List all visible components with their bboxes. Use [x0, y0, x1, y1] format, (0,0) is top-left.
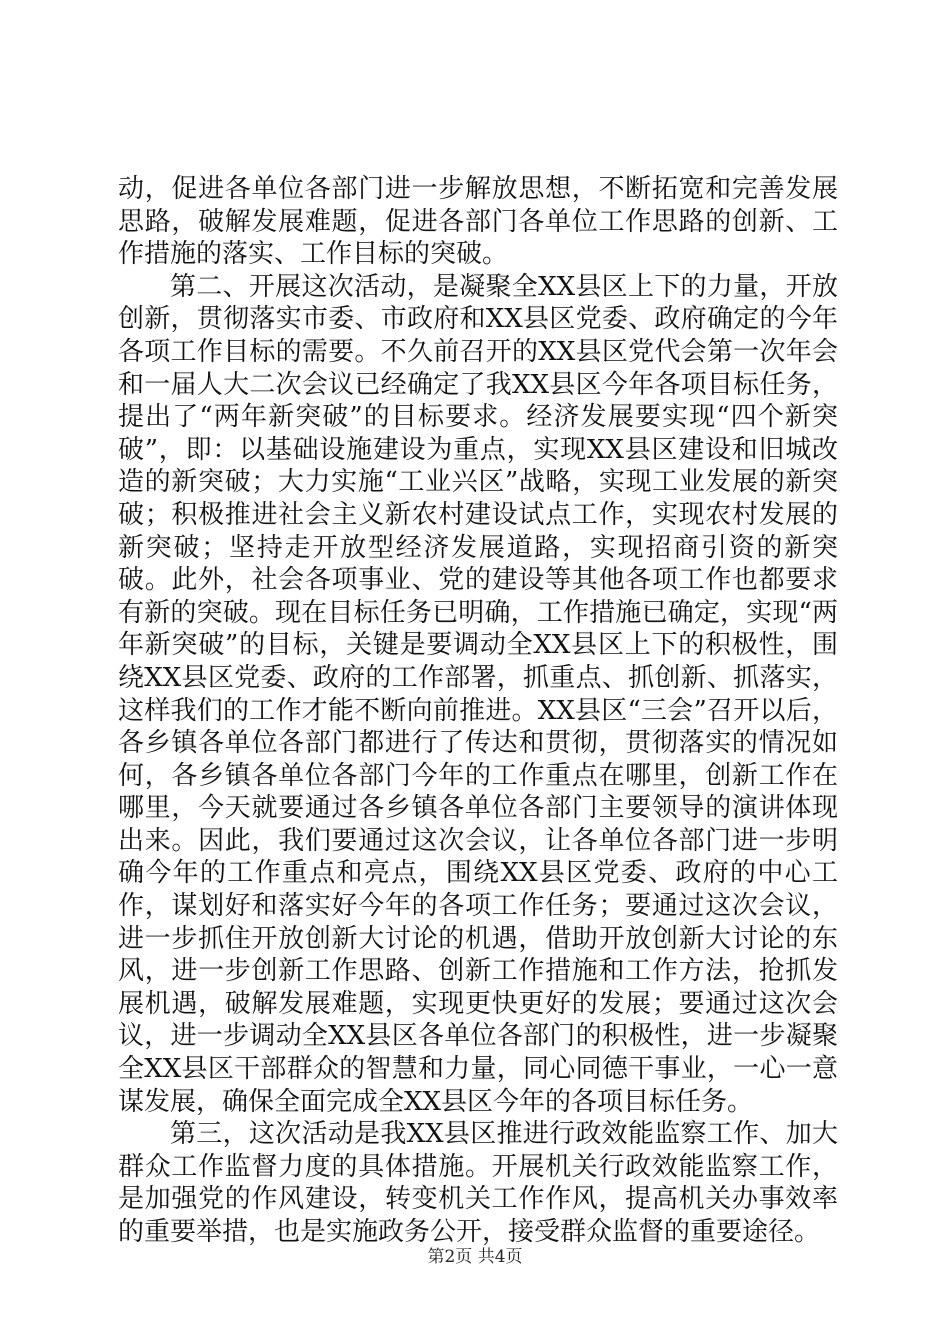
paragraph-third-point: 第三，这次活动是我XX县区推进行政效能监察工作、加大群众工作监督力度的具体措施。开展机关行政效能监察工作，是加强党的作风建设，转变机关工作作风，提高机关办事效率的重要举措，也是实施政务公开，接受群众监督的重要途径。	[118, 1119, 838, 1247]
document-body	[118, 173, 838, 1249]
page-number-indicator: 第2页 共4页	[427, 1247, 523, 1267]
page-footer	[0, 1242, 950, 1267]
paragraph-continuation: 动，促进各单位各部门进一步解放思想，不断拓宽和完善发展思路，破解发展难题，促进各部门各单位工作思路的创新、工作措施的落实、工作目标的突破。	[118, 174, 838, 270]
paragraph-second-point: 第二、开展这次活动，是凝聚全XX县区上下的力量，开放创新，贯彻落实市委、市政府和XX县区党委、政府确定的今年各项工作目标的需要。不久前召开的XX县区党代会第一次年会和一届人大二次会议已经确定了我XX县区今年各项目标任务，提出了“两年新突破”的目标要求。经济发展要实现“四个新突破”，即：以基础设施建设为重点，实现XX县区建设和旧城改造的新突破；大力实施“工业兴区”战略，实现工业发展的新突破；积极推进社会主义新农村建设试点工作，实现农村发展的新突破；坚持走开放型经济发展道路，实现招商引资的新突破。此外，社会各项事业、党的建设等其他各项工作也都要求有新的突破。现在目标任务已明确，工作措施已确定，实现“两年新突破”的目标，关键是要调动全XX县区上下的积极性，围绕XX县区党委、政府的工作部署，抓重点、抓创新、抓落实，这样我们的工作才能不断向前推进。XX县区“三会”召开以后，各乡镇各单位各部门都进行了传达和贯彻，贯彻落实的情况如何，各乡镇各单位各部门今年的工作重点在哪里，创新工作在哪里，今天就要通过各乡镇各单位各部门主要领导的演讲体现出来。因此，我们要通过这次会议，让各单位各部门进一步明确今年的工作重点和亮点，围绕XX县区党委、政府的中心工作，谋划好和落实好今年的各项工作任务；要通过这次会议，进一步抓住开放创新大讨论的机遇，借助开放创新大讨论的东风，进一步创新工作思路、创新工作措施和工作方法，抢抓发展机遇，破解发展难题，实现更快更好的发展；要通过这次会议，进一步调动全XX县区各单位各部门的积极性，进一步凝聚全XX县区干部群众的智慧和力量，同心同德干事业，一心一意谋发展，确保全面完成全XX县区今年的各项目标任务。	[118, 271, 838, 1117]
